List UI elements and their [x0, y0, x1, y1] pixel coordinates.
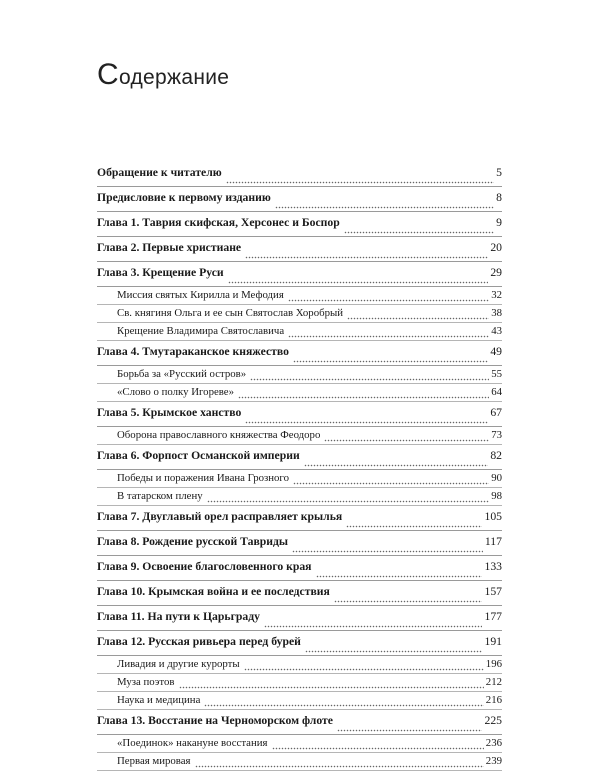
dot-leader: [207, 499, 490, 505]
dot-leader: [316, 574, 483, 580]
dot-leader: [293, 359, 488, 365]
toc-page-number: 216: [485, 694, 502, 706]
toc-page-number: 117: [485, 533, 502, 551]
toc-entry-title: Глава 11. На пути к Царьграду: [97, 608, 262, 626]
dot-leader: [304, 463, 489, 469]
toc-entry-title: Победы и поражения Ивана Грозного: [117, 472, 289, 484]
toc-entry-title: Борьба за «Русский остров»: [117, 368, 247, 380]
toc-chapter-entry: [97, 712, 502, 735]
dot-leader: [288, 298, 489, 304]
toc-page-number: 191: [484, 633, 502, 651]
toc-page-number: 105: [484, 508, 502, 526]
toc-chapter-entry: [97, 214, 502, 237]
toc-chapter-entry: [97, 189, 502, 212]
toc-entry-title: «Поединок» накануне восстания: [117, 737, 268, 749]
dot-leader: [244, 667, 484, 673]
toc-entry-title: Крещение Владимира Святославича: [117, 325, 285, 337]
toc-entry-title: Глава 5. Крымское ханство: [97, 404, 243, 422]
dot-leader: [238, 395, 489, 401]
dot-leader: [264, 624, 482, 630]
toc-page-number: 196: [485, 658, 502, 670]
toc-page-number: 177: [484, 608, 502, 626]
toc-subsection-entry: [97, 488, 502, 506]
toc-page-number: 236: [485, 737, 502, 749]
toc-entry-title: Св. княгиня Ольга и ее сын Святослав Хоробрый: [117, 307, 344, 319]
toc-entry-title: Наука и медицина: [117, 694, 201, 706]
toc-page-number: 82: [490, 447, 502, 465]
toc-subsection-entry: [97, 735, 502, 753]
toc-entry-title: Первая мировая: [117, 755, 191, 767]
toc-page-number: 157: [484, 583, 502, 601]
toc-entry-title: Глава 1. Таврия скифская, Херсонес и Боспор: [97, 214, 342, 232]
toc-entry-title: В татарском плену: [117, 490, 203, 502]
toc-page-number: 90: [491, 472, 502, 484]
toc-entry-title: Глава 13. Восстание на Черноморском флоте: [97, 712, 335, 730]
page-title-rest: одержание: [118, 66, 230, 89]
toc-page-number: 133: [484, 558, 502, 576]
toc-page-number: 98: [491, 490, 502, 502]
dot-leader: [324, 438, 489, 444]
toc-chapter-entry: [97, 633, 502, 656]
toc-page-number: 239: [485, 755, 502, 767]
table-of-contents: [97, 164, 502, 771]
toc-entry-title: Глава 12. Русская ривьера перед бурей: [97, 633, 303, 651]
dot-leader: [337, 728, 483, 734]
toc-entry-title: Оборона православного княжества Феодоро: [117, 429, 321, 441]
toc-subsection-entry: [97, 674, 502, 692]
toc-subsection-entry: [97, 692, 502, 710]
toc-entry-title: Глава 4. Тмутараканское княжество: [97, 343, 291, 361]
toc-chapter-entry: [97, 404, 502, 427]
toc-entry-title: Миссия святых Кирилла и Мефодия: [117, 289, 284, 301]
toc-entry-title: Глава 8. Рождение русской Тавриды: [97, 533, 290, 551]
toc-page-number: 29: [490, 264, 502, 282]
dot-leader: [272, 746, 484, 752]
page-title: [97, 58, 229, 92]
toc-chapter-entry: [97, 608, 502, 631]
dot-leader: [305, 649, 483, 655]
dot-leader: [195, 764, 484, 770]
toc-chapter-entry: [97, 164, 502, 187]
toc-page-number: 225: [484, 712, 502, 730]
toc-chapter-entry: [97, 239, 502, 262]
toc-entry-title: Глава 6. Форпост Османской империи: [97, 447, 302, 465]
toc-chapter-entry: [97, 447, 502, 470]
toc-subsection-entry: [97, 427, 502, 445]
dot-leader: [292, 549, 483, 555]
dot-leader: [245, 255, 488, 261]
toc-entry-title: Глава 9. Освоение благословенного края: [97, 558, 314, 576]
dot-leader: [250, 377, 489, 383]
toc-entry-title: Ливадия и другие курорты: [117, 658, 240, 670]
toc-entry-title: Обращение к читателю: [97, 164, 224, 182]
toc-page-number: 64: [491, 386, 502, 398]
toc-subsection-entry: [97, 753, 502, 771]
toc-page-number: 55: [491, 368, 502, 380]
dot-leader: [347, 316, 489, 322]
dot-leader: [275, 205, 494, 211]
toc-chapter-entry: [97, 508, 502, 531]
toc-entry-title: Глава 3. Крещение Руси: [97, 264, 226, 282]
dot-leader: [344, 230, 494, 236]
toc-chapter-entry: [97, 533, 502, 556]
toc-entry-title: Глава 2. Первые христиане: [97, 239, 243, 257]
dot-leader: [226, 180, 494, 186]
toc-entry-title: Глава 10. Крымская война и ее последствия: [97, 583, 332, 601]
toc-subsection-entry: [97, 305, 502, 323]
toc-chapter-entry: [97, 264, 502, 287]
dot-leader: [228, 280, 489, 286]
toc-page-number: 49: [490, 343, 502, 361]
toc-subsection-entry: [97, 384, 502, 402]
dot-leader: [204, 703, 483, 709]
toc-page-number: 5: [496, 164, 502, 182]
toc-page-number: 38: [491, 307, 502, 319]
toc-subsection-entry: [97, 287, 502, 305]
toc-page-number: 43: [491, 325, 502, 337]
dot-leader: [346, 524, 482, 530]
dot-leader: [334, 599, 483, 605]
toc-entry-title: Муза поэтов: [117, 676, 175, 688]
toc-page-number: 73: [491, 429, 502, 441]
toc-page-number: 212: [485, 676, 502, 688]
toc-entry-title: Предисловие к первому изданию: [97, 189, 273, 207]
toc-page-number: 32: [491, 289, 502, 301]
toc-entry-title: Глава 7. Двуглавый орел расправляет крылья: [97, 508, 344, 526]
toc-page-number: 9: [496, 214, 502, 232]
dot-leader: [288, 334, 489, 340]
toc-chapter-entry: [97, 583, 502, 606]
toc-subsection-entry: [97, 470, 502, 488]
dot-leader: [179, 685, 484, 691]
dot-leader: [245, 420, 488, 426]
toc-page-number: 67: [490, 404, 502, 422]
toc-page-number: 8: [496, 189, 502, 207]
toc-chapter-entry: [97, 558, 502, 581]
toc-page-number: 20: [490, 239, 502, 257]
toc-entry-title: «Слово о полку Игореве»: [117, 386, 234, 398]
dot-leader: [293, 481, 489, 487]
page-title-initial: С: [97, 58, 119, 91]
toc-subsection-entry: [97, 323, 502, 341]
toc-subsection-entry: [97, 366, 502, 384]
toc-subsection-entry: [97, 656, 502, 674]
toc-chapter-entry: [97, 343, 502, 366]
